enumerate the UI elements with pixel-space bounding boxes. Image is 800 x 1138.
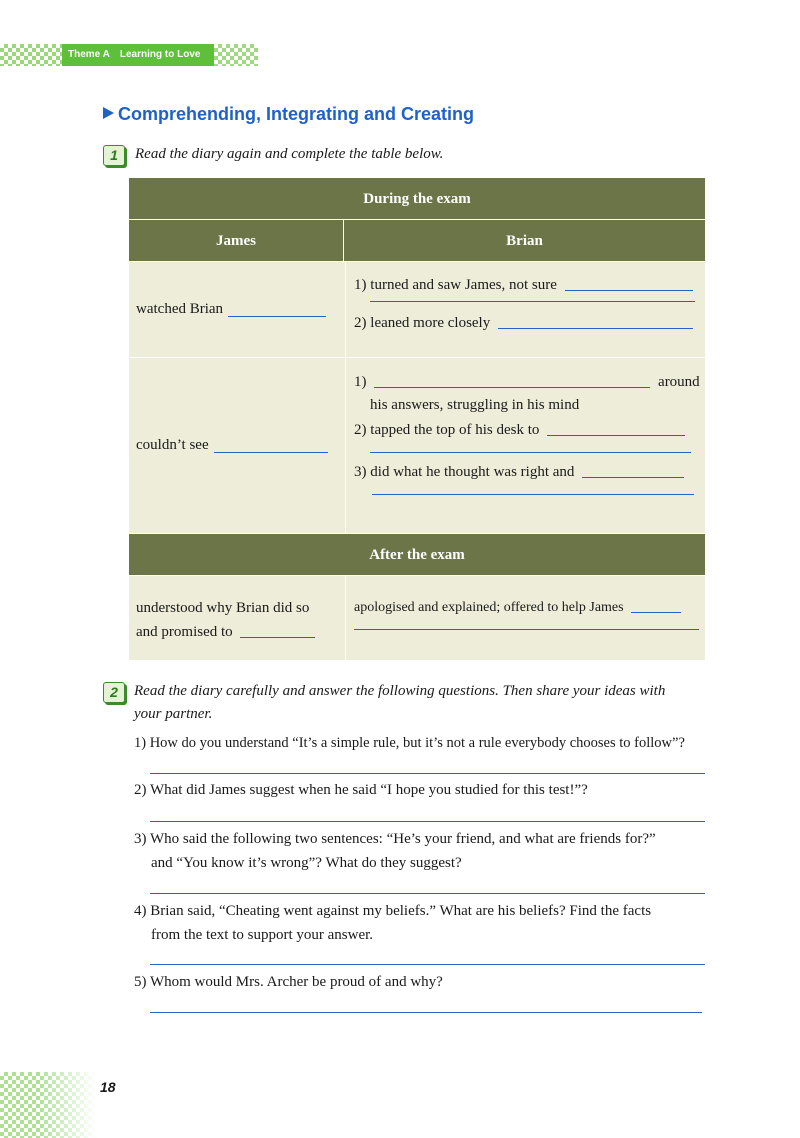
question-1: 1) How do you understand “It’s a simple rule, but it’s not a rule everybody chooses to follow”?: [134, 735, 685, 751]
answer-line[interactable]: [150, 1012, 702, 1013]
brian-text: around: [658, 374, 700, 390]
answer-line[interactable]: [354, 628, 699, 630]
james-text: understood why Brian did so: [136, 600, 310, 616]
question-line: from the text to support your answer.: [151, 927, 374, 943]
instruction-line: your partner.: [134, 706, 213, 722]
brian-text: 1) turned and saw James, not sure: [354, 277, 557, 293]
brian-text: 2) tapped the top of his desk to: [354, 422, 540, 438]
section-title: [103, 104, 474, 125]
question-3: [134, 827, 709, 875]
question-line: 4) Brian said, “Cheating went against my beliefs.” What are his beliefs? Find the facts: [134, 903, 652, 919]
answer-line[interactable]: [372, 493, 694, 495]
header-title: Learning to Love: [119, 49, 201, 60]
james-cell: [129, 576, 346, 660]
question-4: [134, 899, 709, 947]
table-row: [129, 358, 705, 534]
triangle-icon: [103, 107, 114, 119]
answer-blank[interactable]: [228, 302, 326, 317]
brian-text: his answers, struggling in his mind: [370, 397, 580, 413]
table-row: [129, 576, 705, 660]
section-title-text: Comprehending, Integrating and Creating: [118, 104, 475, 124]
brian-text: 1): [354, 374, 367, 390]
james-text: watched Brian: [136, 301, 224, 317]
brian-text: 2) leaned more closely: [354, 315, 491, 331]
answer-blank[interactable]: [582, 463, 684, 478]
brian-cell: [346, 576, 705, 660]
answer-blank[interactable]: [547, 421, 685, 436]
james-cell: [129, 262, 346, 357]
answer-blank[interactable]: [631, 598, 681, 613]
james-text: and promised to: [136, 624, 233, 640]
header-theme: Theme A: [68, 49, 110, 60]
column-james: James: [129, 220, 344, 261]
column-brian: Brian: [506, 233, 543, 249]
answer-blank[interactable]: [214, 438, 328, 453]
answer-blank[interactable]: [498, 314, 693, 329]
page-number: 18: [100, 1079, 116, 1095]
james-text: couldn’t see: [136, 437, 209, 453]
header-band: [62, 44, 214, 66]
after-exam-header: After the exam: [129, 534, 705, 576]
answer-blank[interactable]: [374, 373, 650, 388]
answer-line[interactable]: [150, 964, 705, 965]
question-2: 2) What did James suggest when he said “I hope you studied for this test!”?: [134, 782, 588, 798]
answer-line[interactable]: [150, 893, 705, 894]
question-line: and “You know it’s wrong”? What do they suggest?: [151, 855, 462, 871]
instruction-line: Read the diary carefully and answer the following questions. Then share your ideas with: [134, 683, 666, 699]
completion-table: [129, 178, 705, 660]
answer-blank[interactable]: [565, 276, 693, 291]
task-2-badge: 2: [103, 682, 125, 703]
answer-line[interactable]: [150, 773, 705, 774]
brian-text: 3) did what he thought was right and: [354, 464, 575, 480]
header-pattern: [0, 44, 62, 66]
column-headers: [129, 220, 705, 262]
during-exam-header: During the exam: [129, 178, 705, 220]
task-1-badge: 1: [103, 145, 125, 166]
footer-pattern: [0, 1072, 96, 1138]
brian-text: apologised and explained; offered to help James: [354, 600, 624, 615]
table-row: [129, 262, 705, 358]
brian-cell: [346, 262, 705, 357]
james-cell: [129, 358, 346, 533]
answer-line[interactable]: [370, 300, 695, 302]
answer-line[interactable]: [370, 451, 691, 453]
question-line: 3) Who said the following two sentences: “He’s your friend, and what are friends for?”: [134, 831, 656, 847]
answer-blank[interactable]: [240, 623, 315, 638]
answer-line[interactable]: [150, 821, 705, 822]
task-2-instruction: [134, 680, 709, 726]
brian-cell: [346, 358, 705, 533]
question-5: 5) Whom would Mrs. Archer be proud of and why?: [134, 974, 443, 990]
task-1-instruction: Read the diary again and complete the table below.: [135, 146, 444, 162]
header-pattern-tail: [214, 44, 258, 66]
